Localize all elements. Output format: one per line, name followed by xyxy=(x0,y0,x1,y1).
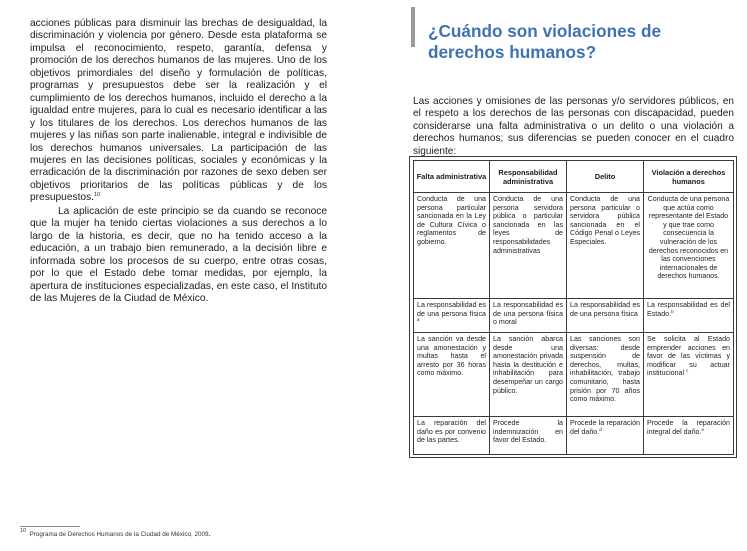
table-header-cell: Delito xyxy=(567,161,644,193)
table-cell: La responsabilidad es de una persona física $^a$ xyxy=(414,299,490,333)
table-cell: Las sanciones son diversas: desde suspensión de derechos, multas, inhabilitación, trabajo comunitario, hasta prisión por 70 años como máximo. xyxy=(567,333,644,417)
table-row xyxy=(414,193,734,299)
table-cell: La sanción va desde una amonestación y multas hasta el arresto por 36 horas como máximo. xyxy=(414,333,490,417)
table-header-cell: Falta administrativa xyxy=(414,161,490,193)
section-intro: Las acciones y omisiones de las personas y/o servidores públicos, en el respeto a los derechos de las personas con discapacidad, pueden considerarse una falta administrativa o un delito o una violación a derechos humanos; sus diferencias se pueden conocer en el cuadro siguiente: xyxy=(413,96,734,157)
table-cell: Conducta de una persona servidora pública o particular sancionada en las leyes de responsabilidades administrativas xyxy=(490,193,567,299)
body-paragraph-1-text: acciones públicas para disminuir las brechas de desigualdad, la discriminación y violencia por género. Desde esta plataforma se impulsa el reconocimiento, respeto, garantía, defensa y promoción de los derechos humanos de las mujeres. Uno de los objetivos primordiales del diseño y formulación de políticas, programas y presupuestos debe ser la realización y el cumplimiento de los derechos humanos, incluido el derecho a la igualdad entre mujeres, para lo cual es necesario identificar a las y los titulares de los derechos. Los derechos humanos de las mujeres y las niñas son parte inalienable, integral e indivisible de los derechos humanos universales. La participación de las mujeres en las decisiones políticas, sociales y económicas y la erradicación de la discriminación por razones de sexo deben ser objetivos prioritarios de las políticas públicas y de los presupuestos. xyxy=(30,18,327,204)
table-cell: Conducta de una persona particular o servidora pública sancionada en el Código Penal o Leyes Especiales. xyxy=(567,193,644,299)
footnote xyxy=(20,528,211,539)
table-cell: Conducta de una persona que actúa como representante del Estado y que trae como consecuencia la vulneración de los derechos reconocidos en las convenciones internacionales de derechos humanos. xyxy=(644,193,734,299)
footnote-reference[interactable]: 10 xyxy=(94,192,101,199)
table-header-cell: Violación a derechos humanos xyxy=(644,161,734,193)
body-paragraph-2: La aplicación de este principio se da cuando se reconoce que la mujer ha tenido ciertas violaciones a sus derechos a lo largo de la historia, es decir, que no ha tenido acceso a la educación, a un trabajo bien remunerado, a la decisión libre e informada sobre los procesos de su cuerpo, entre otras cosas, por lo que el Estado debe tomar medidas, por ejemplo, la apertura de instituciones especializadas, en este caso, el Instituto de las Mujeres de la Ciudad de México. xyxy=(30,205,327,304)
table-cell: Conducta de una persona particular sancionada en la Ley de Cultura Cívica o reglamentos de gobierno. xyxy=(414,193,490,299)
table-cell: Procede la reparación del daño.$^d$ xyxy=(567,417,644,455)
body-text-column xyxy=(30,18,327,305)
footnote-text: Programa de Derechos Humanos de la Ciudad de México, 2009 xyxy=(29,531,209,538)
footnote-divider xyxy=(20,526,80,527)
table-cell: La responsabilidad es de una persona física xyxy=(567,299,644,333)
title-accent-bar xyxy=(411,7,415,47)
table-cell: Procede la reparación integral del daño.$^e$ xyxy=(644,417,734,455)
footnote-number: 10 xyxy=(20,528,27,534)
table-header-row xyxy=(414,161,734,193)
table-cell: Se solicita al Estado emprender acciones en favor de las víctimas y modificar su actuar institucional $^c$ xyxy=(644,333,734,417)
body-paragraph-1 xyxy=(30,18,327,205)
footnote-end: . xyxy=(208,531,211,538)
table-cell: La responsabilidad es de una persona física o moral xyxy=(490,299,567,333)
table-cell: La responsabilidad es del Estado.$^b$ xyxy=(644,299,734,333)
comparison-table xyxy=(413,160,734,455)
table-row xyxy=(414,299,734,333)
table-cell: Procede la indemnización en favor del Estado. xyxy=(490,417,567,455)
table-header-cell: Responsabilidad administrativa xyxy=(490,161,567,193)
table-row xyxy=(414,333,734,417)
table-row xyxy=(414,417,734,455)
section-title: ¿Cuándo son violaciones de derechos humanos? xyxy=(428,21,662,62)
table-cell: La reparación del daño es por convenio de las partes. xyxy=(414,417,490,455)
table-cell: La sanción abarca desde una amonestación privada hasta la destitución e inhabilitación para desempeñar un cargo público. xyxy=(490,333,567,417)
